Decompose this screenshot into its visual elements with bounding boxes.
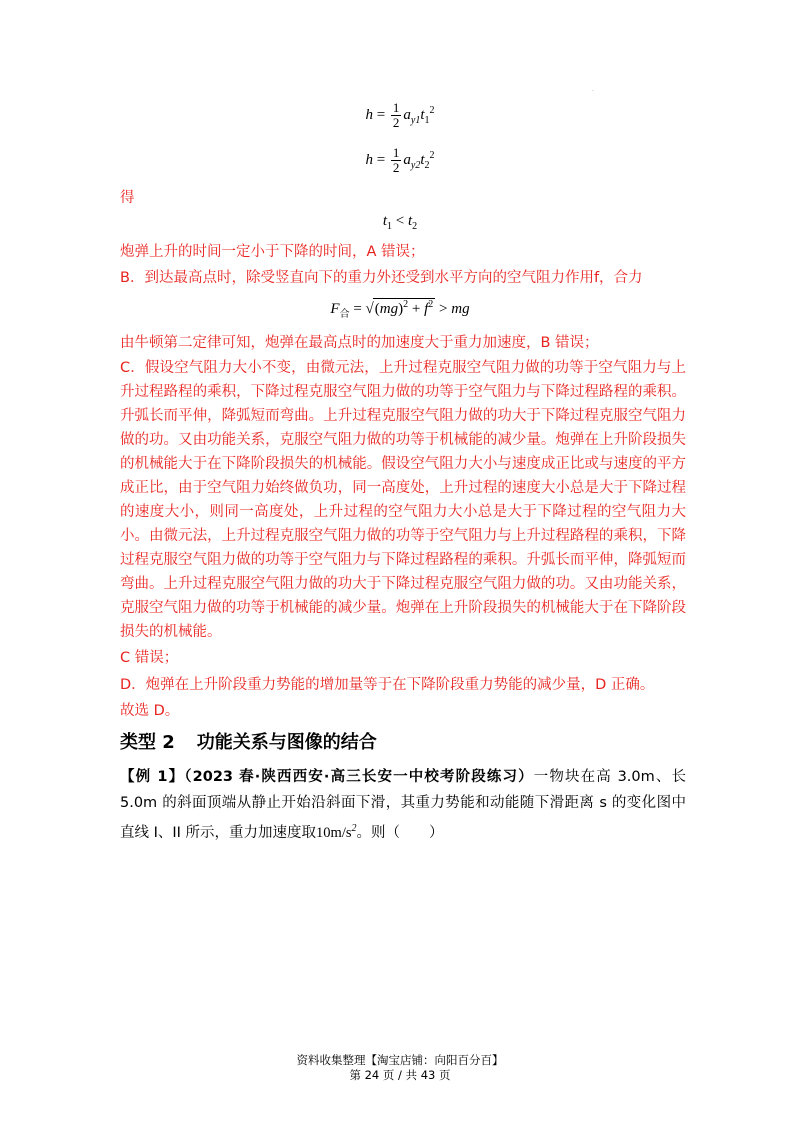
gravity-value: $10m/s^2$ [316, 823, 357, 841]
net-force-equation: $F_合 = √(mg)^2 + f^2$ > mg [330, 299, 470, 320]
option-a-conclusion: 炮弹上升的时间一定小于下降的时间，A 错误； [120, 244, 425, 260]
option-c-text: C．假设空气阻力大小不变，由微元法，上升过程克服空气阻力做的功等于空气阻力与上升过程路程的乘积，下降过程克服空气阻力做的功等于空气阻力与下降过程路程的乘积。升弧长而平伸，降弧短而弯曲。上升过程克服空气阻力做的功大于下降过程克服空气阻力做的功。又由功能关系，克服空气阻力做的功等于机械能的减少量。炮弹在上升阶段损失的机械能大于在下降阶段损失的机械能。假设空气阻力大小与速度成正比或与速度的平方成正比，由于空气阻力始终做负功，同一高度处，上升过程的速度大小总是大于下降过程的速度大小，则同一高度处，上升过程的空气阻力大小总是大于下降过程的空气阻力大小。由微元法，上升过程克服空气阻力做的功等于空气阻力与上升过程路程的乘积，下降过程克服空气阻力做的功等于空气阻力与下降过程路程的乘积。升弧长而平伸，降弧短而弯曲。上升过程克服空气阻力做的功大于下降过程克服空气阻力做的功。又由功能关系，克服空气阻力做的功等于机械能的减少量。炮弹在上升阶段损失的机械能大于在下降阶段损失的机械能。 [120, 360, 686, 640]
equation-h-2: h = $\frac{1}{2}$ $a_{y2}t_2^2$ [365, 145, 435, 175]
therefore-label: 得 [120, 190, 135, 206]
example-1 [120, 764, 686, 846]
footer-source: 资料收集整理【淘宝店铺：向阳百分百】 [296, 1053, 504, 1067]
half-fraction: $\frac{1}{2}$ [392, 100, 400, 130]
answer-line: 故选 D。 [120, 703, 180, 719]
sqrt-content: $(mg)^2 + f^2$ [374, 299, 434, 317]
example-label: 【例 1】 [120, 769, 185, 785]
time-inequality: $t_1 < t_2$ [382, 213, 418, 232]
option-d-text: D．炮弹在上升阶段重力势能的增加量等于在下降阶段重力势能的减少量，D 正确。 [120, 677, 655, 693]
half-fraction: $\frac{1}{2}$ [392, 145, 400, 175]
example-text: 一物块在高 3.0m、长 5.0m 的斜面顶端从静止开始沿斜面下滑，其重力势能和动能随下滑距离 s 的变化图中直线 I、II 所示，重力加速度取 [120, 769, 686, 841]
page-number: 第 24 页 / 共 43 页 [349, 1068, 451, 1082]
example-source: （2023 春·陕西西安·高三长安一中校考阶段练习） [184, 769, 534, 785]
equation-h-1: h = $\frac{1}{2}$ $a_{y1}t_1^2$ [365, 100, 435, 130]
option-b-text: B．到达最高点时，除受竖直向下的重力外还受到水平方向的空气阻力作用f，合力 [120, 270, 643, 286]
option-b-conclusion: 由牛顿第二定律可知，炮弹在最高点时的加速度大于重力加速度，B 错误； [120, 335, 599, 351]
option-c-conclusion: C 错误； [120, 650, 179, 666]
example-tail: 。则（ ） [356, 824, 444, 841]
section-heading: 类型 2 功能关系与图像的结合 [120, 732, 377, 753]
stray-dot: · [592, 88, 594, 95]
